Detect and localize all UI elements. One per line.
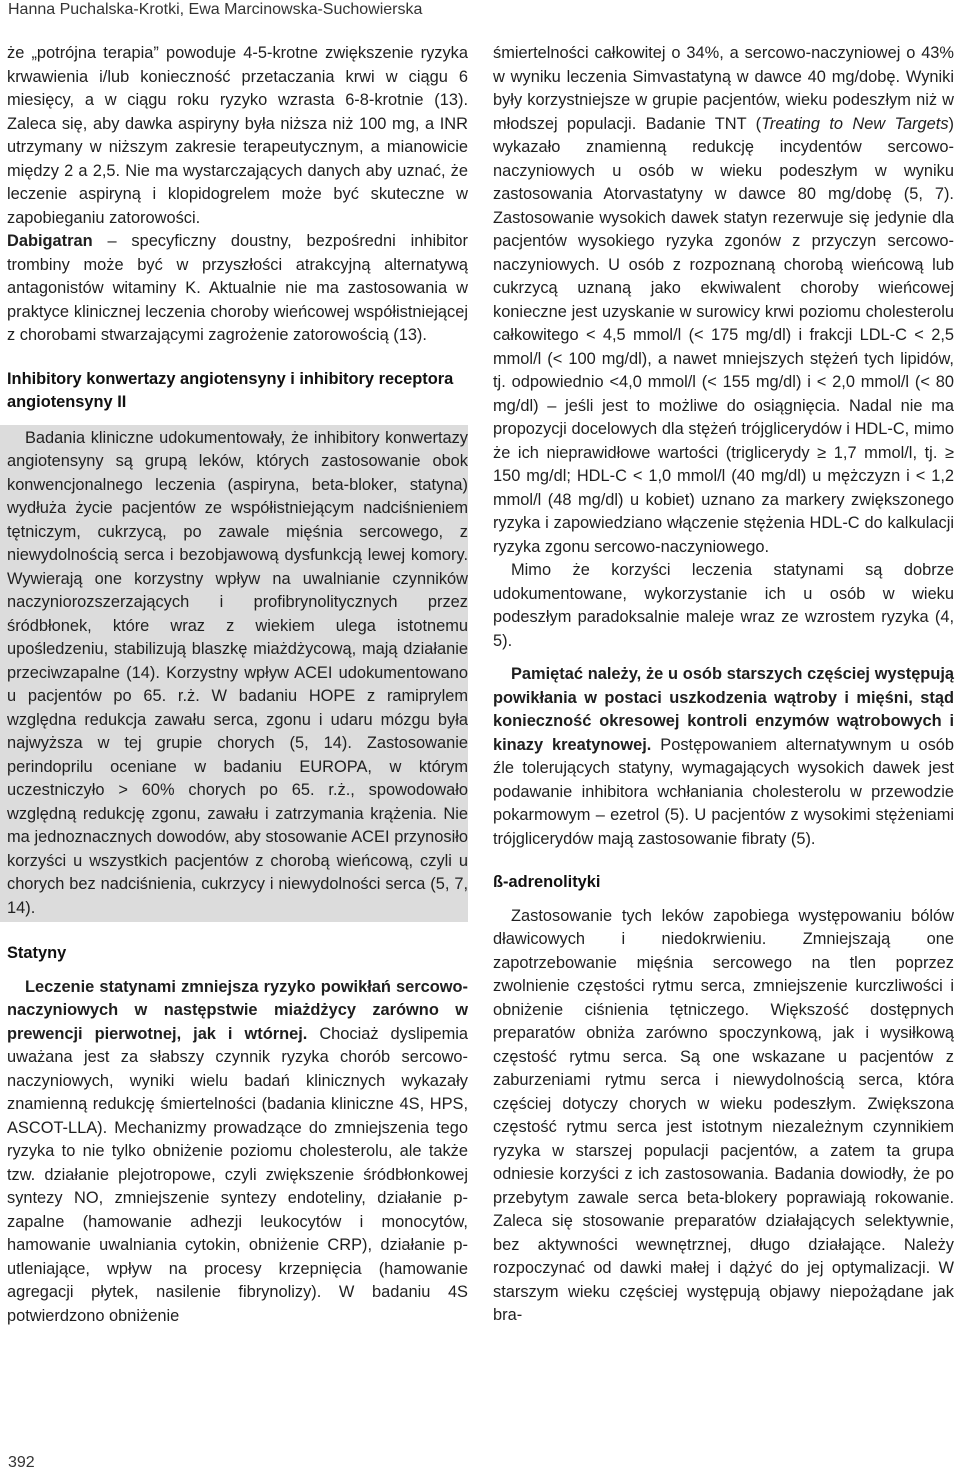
statin-text-b: ) wykazało znamienną redukcję incydentów sercowo-naczyniowych u osób w wieku podeszłym w wyniku zastosowania Atorvastatyny w dawce 80 mg/dobę (5, 7). Zastosowanie wysokich dawek statyn rezerwuje się jedynie dla pacjentów wysokiego ryzyka zgonów z przyczyn sercowo-naczyniowych. U osób z rozpoznaną chorobą wieńcową lub cukrzycą uznaną jako ekwiwalent choroby wieńcowej konieczne jest uzyskanie w surowicy krwi poziomu cholesterolu całkowitego < 4,5 mmol/l (< 175 mg/dl) i frakcji LDL-C < 2,5 mmol/l (< 100 mg/dl), a nawet mniejszych stężeń tych lipidów, tj. odpowiednio <4,0 mmol/l (< 155 mg/dl) i < 2,0 mmol/l (< 80 mg/dl) – jeśli jest to możliwe do osiągnięcia. Nadal nie ma propozycji docelowych dla stężeń trójglicerydów i HDL-C, mimo że ich nieprawidłowe wartości (triglicerydy ≥ 1,7 mmol/l, tj. ≥ 150 mg/dl; HDL-C < 1,0 mmol/l (40 mg/dl) u mężczyzn i < 1,2 mmol/l (48 mg/dl) u kobiet) uznano za markery zwiększonego ryzyka i zapowiedziano włączenie stężenia HDL-C do kalkulacji ryzyka zgonu sercowo-naczyniowego. [493,114,955,556]
acei-highlight-box [0,425,468,923]
paragraph-acei: Badania kliniczne udokumentowały, że inhibitory konwertazy angiotensyny są grupą leków, których zastosowanie obok konwencjonalnego leczenia (aspiryna, beta-bloker, statyna) wydłuża życie pacjentów ze współistniejącym nadciśnieniem tętniczym, cukrzycą, po zawale mięśnia sercowego, z niewydolnością serca i bezobjawową dysfunkcją lewej komory. Wywierają one korzystny wpływ na uwalnianie czynników naczyniorozszerzających i profibrynolitycznych przez śródbłonek, które wraz z wiekiem ulega istotnemu upośledzeniu, stabilizują blaszkę miażdżycową, mają działanie przeciwzapalne (14). Korzystny wpływ ACEI udokumentowano u pacjentów po 65. r.ż. W badaniu HOPE z ramiprylem względna redukcja zawału serca, zgonu i udaru mózgu była najwyższa w tej grupie chorych (5, 14). Zastosowanie perindoprilu oceniane w badaniu EUROPA, w którym uczestniczyło > 60% chorych po 65. r.ż., spowodowało względną redukcję zgonu, zawału i zatrzymania krążenia. Nie ma jednoznacznych dowodów, aby stosowanie ACEI przynosiło korzyści u wszystkich pacjentów z chorobą wieńcową, czyli u chorych bez nadciśnienia, cukrzycy i niewydolności serca (5, 7, 14). [7,428,468,917]
paragraph-statin-mortality [493,42,954,559]
paragraph-statin-elderly: Mimo że korzyści leczenia statynami są dobrze udokumentowane, wykorzystanie ich u osób w wieku podeszłym paradoksalnie maleje wraz ze wzrostem ryzyka (4, 5). [493,561,954,650]
page-number: 392 [8,1454,35,1471]
paragraph-dabigatran [7,230,468,348]
right-column [493,42,954,1328]
statin-text-a: śmiertelności całkowitej o 34%, a sercowo-naczyniowej o 43% w wyniku leczenia Simvastatyną w dawce 40 mg/dobę. Wyniki były korzystniejsze w grupie pacjentów, wieku podeszłym niż w młodszej populacji. Badanie TNT ( [493,44,954,133]
running-header [8,0,960,20]
section-heading-beta-blockers: ß-adrenolityki [493,873,601,891]
liver-key-statement: Pamiętać należy, że u osób starszych częściej występują powikłania w postaci uszkodzenia wątroby i mięśni, stąd konieczność okresowej kontroli enzymów wątrobowych i kinazy kreatynowej. [493,665,954,754]
paragraph-beta-blockers: Zastosowanie tych leków zapobiega występowaniu bólów dławicowych i niedokrwieniu. Zmniejszają one zapotrzebowanie mięśnia sercowego na tlen poprzez zwolnienie częstości rytmu serca, zmniejszenie kurczliwości i obniżenie ciśnienia tętniczego. Większość dostępnych preparatów obniża zarówno spoczynkową, jak i wysiłkową częstość rytmu serca. Są one wskazane u pacjentów z zaburzeniami rytmu serca i niewydolnością serca, która częściej dotyczy chorych w wieku podeszłym. Zwiększona częstość rytmu serca jest istotnym niezależnym czynnikiem ryzyka w starszej populacji pacjentów, a zatem ta grupa odniesie korzyści z ich zastosowania. Badania dowiodły, że po przebytym zawale serca beta-blokery poprawiają rokowanie. Zaleca się stosowanie preparatów działających selektywnie, bez aktywności wewnętrznej, długo działające. Należy rozpoczynać od dawki małej i dążyć do jej optymalizacji. W starszym wieku częściej występują objawy niepożądane jak bra- [493,906,954,1324]
paragraph-liver-monitoring [493,663,954,851]
section-heading-statyny: Statyny [7,944,67,962]
paragraph-triple-therapy: że „potrójna terapia” powoduje 4-5-krotne zwiększenie ryzyka krwawienia i/lub konieczność przetaczania krwi w ciągu 6 miesięcy, a w ciągu roku ryzyko wzrasta 6-8-krotnie (13). Zaleca się, aby dawka aspiryny była niższa niż 100 mg, a INR utrzymany w niższym zakresie terapeutycznym, a mianowicie między 2 a 2,5. Nie ma wystarczających danych aby uznać, że leczenie aspiryną i klopidogrelem może być skuteczne w zapobieganiu zatorowości. [7,44,468,227]
header-authors: Hanna Puchalska-Krotki, Ewa Marcinowska-Suchowierska [8,1,423,18]
tnt-study-name: Treating to New Targets [761,114,949,133]
liver-text: Postępowaniem alternatywnym u osób źle tolerujących statyny, wymagających wysokich dawek jest podawanie inhibitora wchłaniania cholesterolu w przewodzie pokarmowym – ezetrol (5). U pacjentów z wysokimi stężeniami trójglicerydów mają zastosowanie fibraty (5). [493,735,954,848]
paragraph-statyny [7,976,468,1329]
statyny-text: Chociaż dyslipemia uważana jest za słabszy czynnik ryzyka chorób sercowo-naczyniowych, wyniki wielu badań klinicznych wykazały znamienną redukcję śmiertelności (badania kliniczne 4S, HPS, ASCOT-LLA). Mechanizmy prowadzące do zmniejszenia tego ryzyka to nie tylko obniżenie poziomu cholesterolu, ale także tzw. działanie plejotropowe, czyli zwiększenie śródbłonkowej syntezy NO, zmniejszenie syntezy endoteliny, działanie p-zapalne (hamowanie adhezji leukocytów i monocytów, hamowanie uwalniania cytokin, obniżenie CRP), działanie p-utleniające, wpływ na procesy krzepnięcia (hamowanie agregacji płytek, nasilenie fibrynolizy). W badaniu 4S potwierdzono obniżenie [7,1024,468,1325]
left-column [7,42,468,1328]
dabigatran-text: – specyficzny doustny, bezpośredni inhibitor trombiny może być w przyszłości atrakcyjną alternatywą antagonistów witaminy K. Aktualnie nie ma zastosowania w praktyce klinicznej leczenia choroby wieńcowej współistniejącej z chorobami stwarzającymi zagrożenie zatorowością (13). [7,232,468,344]
dabigatran-term: Dabigatran [7,232,93,250]
statyny-key-statement: Leczenie statynami zmniejsza ryzyko powikłań sercowo-naczyniowych w następstwie miażdżycy zarówno w prewencji pierwotnej, jak i wtórnej. [7,977,468,1043]
section-heading-acei: Inhibitory konwertazy angiotensyny i inhibitory receptora angiotensyny II [7,369,454,411]
